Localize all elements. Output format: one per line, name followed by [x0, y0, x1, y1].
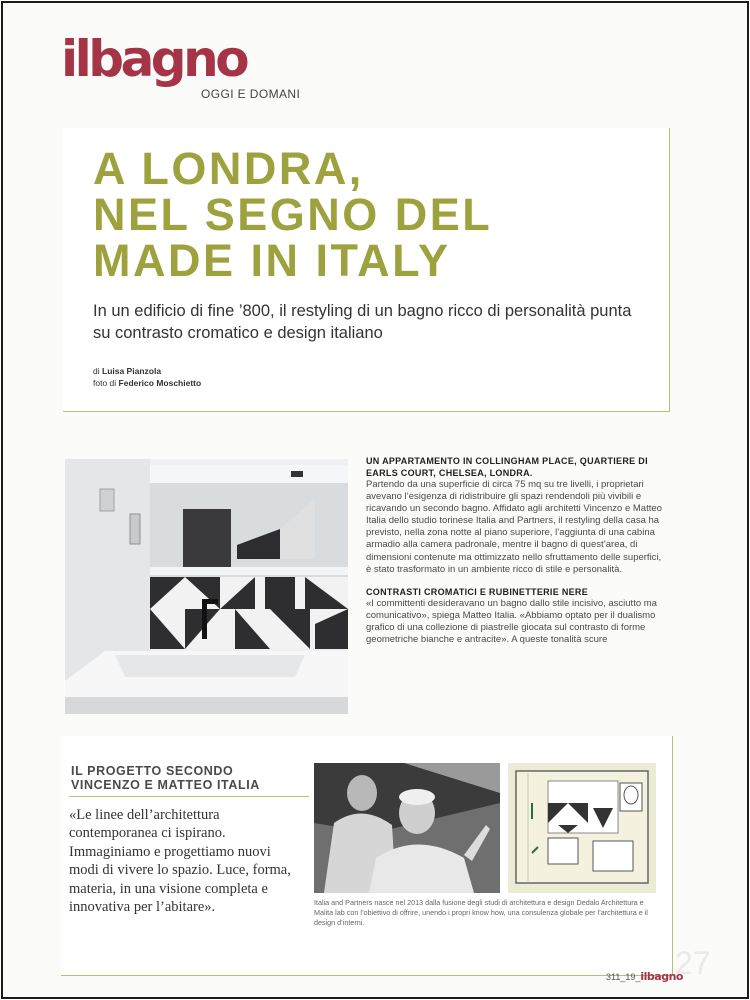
author-name: Luisa Pianzola [102, 366, 162, 376]
photographer-name: Federico Moschietto [118, 378, 202, 388]
architects-portrait [314, 763, 500, 893]
article-headline [93, 143, 663, 286]
bathroom-photo [65, 459, 348, 714]
project-title-line: VINCENZO E MATTEO ITALIA [71, 778, 260, 792]
magazine-logo: ilbagno [61, 30, 247, 88]
title-block [63, 128, 670, 412]
section-text: «I committenti desideravano un bagno dallo stile incisivo, asciutto ma comunicativo», spiega Matteo Italia. «Abbiamo optato per il dualismo grafico di una collezione di piastrelle giocata sul contrasto di forme geometriche bianche e antracite». A queste tonalità scure [366, 597, 657, 646]
page-number: 27 [675, 945, 711, 981]
issue-code: 311_19_ [606, 972, 641, 982]
author-credit: di Luisa Pianzola [93, 366, 162, 376]
page-folio [606, 970, 683, 983]
photo-caption: Italia and Partners nasce nel 2013 dalla fusione degli studi di architettura e design Dedalo Architettura e Malita lab con l’obiettivo di offrire, unendo i propri know how, una consulenza globale per l’architettura e il design d’interni. [314, 898, 648, 927]
photo-credit: foto di Federico Moschietto [93, 378, 202, 388]
masthead [61, 30, 301, 101]
floor-plan [508, 763, 656, 893]
article-subhead: In un edificio di fine ’800, il restyling di un bagno ricco di personalità punta su contrasto cromatico e design italiano [93, 302, 632, 342]
divider [69, 796, 309, 797]
headline-line: MADE IN ITALY [93, 235, 451, 286]
section-heading: CONTRASTI CROMATICI E RUBINETTERIE NERE [366, 586, 589, 597]
architect-quote: «Le linee dell’architettura contemporanea ci ispirano. Immaginiamo e progettiamo nuovi modi di vivere lo spazio. Luce, forma, materia, in una visione completa e innovativa per l’abitare». [69, 807, 291, 916]
folio-brand: ilbagno [640, 970, 683, 983]
headline-line: NEL SEGNO DEL [93, 189, 493, 240]
magazine-page [1, 1, 749, 999]
article-credits [93, 365, 201, 389]
project-box [61, 736, 673, 976]
section-heading: UN APPARTAMENTO IN COLLINGHAM PLACE, QUARTIERE DI EARLS COURT, CHELSEA, LONDRA. [366, 456, 648, 478]
headline-line: A LONDRA, [93, 143, 364, 194]
magazine-tagline: OGGI E DOMANI [201, 87, 301, 101]
section-text: Partendo da una superficie di circa 75 mq su tre livelli, i proprietari avevano l’esigenza di ridistribuire gli spazi rendendoli più vivibili e ricavando un secondo bagno. Affidato agli architetti Vincenzo e Matteo Italia dello studio torinese Italia and Partners, il restyling della casa ha previsto, nella zona notte al piano superiore, l’aggiunta di una cabina armadio alla camera padronale, mentre il bagno di quest’area, di dimensioni contenute ma ottimizzato nello sfruttamento delle superfici, è stato trasformato in un ambiente ricco di stile e personalità. [366, 479, 662, 575]
project-title-line: IL PROGETTO SECONDO [71, 764, 234, 778]
article-body [366, 455, 666, 646]
project-title [71, 764, 311, 792]
